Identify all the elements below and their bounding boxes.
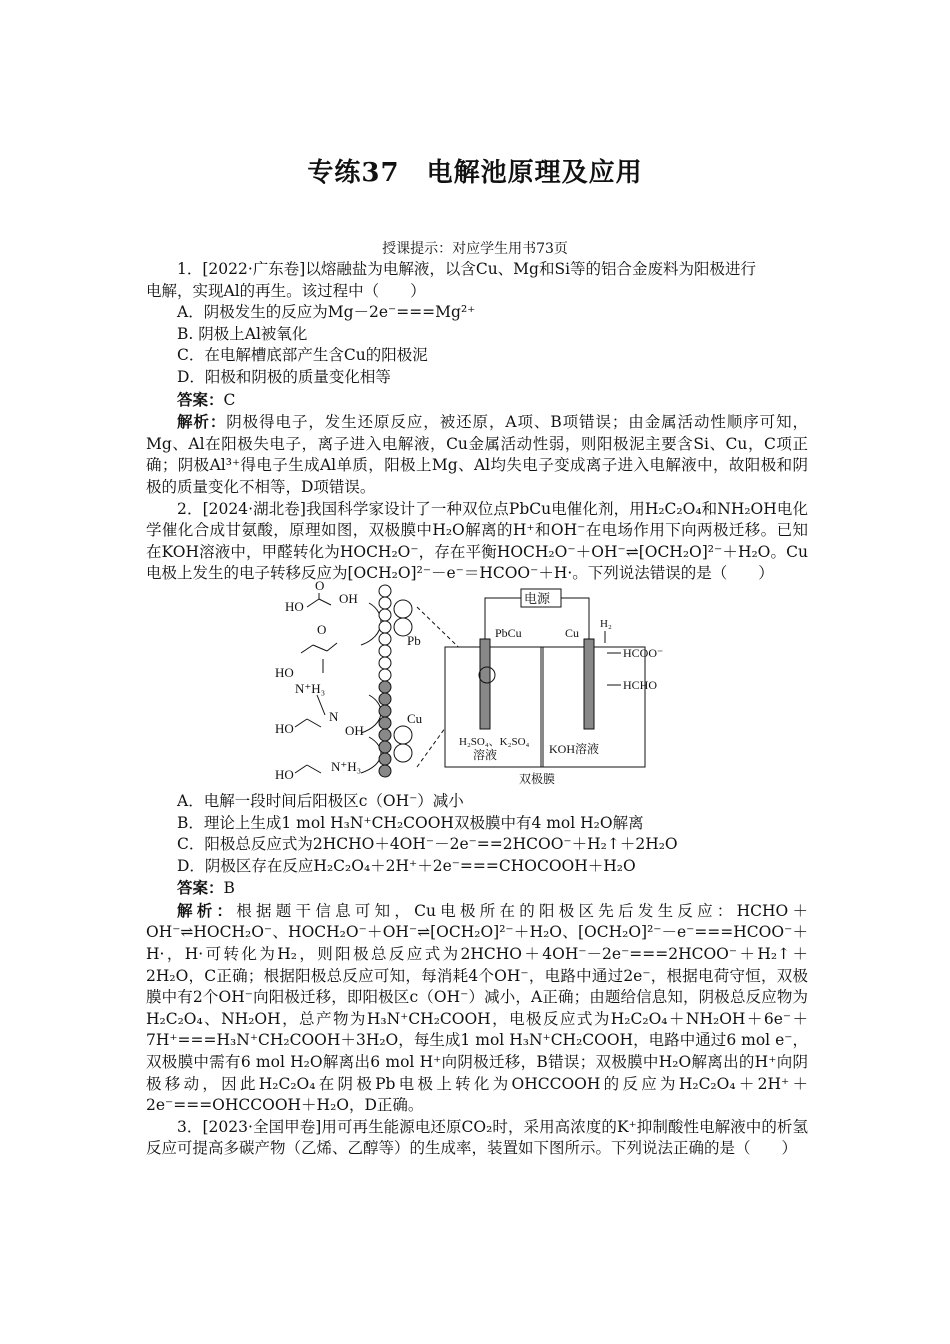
q1-analysis xyxy=(146,411,808,498)
q1-option-a: A．阴极发生的反应为Mg－2e⁻===Mg²⁺ xyxy=(177,303,476,322)
mol-oxalic-o1: O xyxy=(315,577,325,593)
answer-value: C xyxy=(223,390,236,409)
left-solution-1: H₂SO₄、K₂SO₄ xyxy=(459,735,530,748)
q2-option-d: D．阴极区存在反应H₂C₂O₄＋2H⁺＋2e⁻===CHOCOOH＋H₂O xyxy=(177,856,636,875)
answer-value: B xyxy=(223,879,235,898)
lesson-hint: 授课提示：对应学生用书73页 xyxy=(382,241,568,257)
q2-option-a: A．电解一段时间后阳极区c（OH⁻）减小 xyxy=(177,791,464,810)
q2-option-c: C．阳极总反应式为2HCHO＋4OH⁻－2e⁻==2HCOO⁻＋H₂↑＋2H₂O xyxy=(177,835,678,854)
answer-label: 答案： xyxy=(177,389,224,409)
analysis-label: 解析： xyxy=(177,900,237,920)
left-electrode-label: PbCu xyxy=(495,625,522,640)
hcoo-label: HCOO⁻ xyxy=(623,645,664,660)
mol-oxalic-ho: HO xyxy=(285,598,304,614)
label-cu-catalyst: Cu xyxy=(407,710,423,726)
q1-option-d: D．阳极和阴极的质量变化相等 xyxy=(177,367,391,386)
mol-gly-ho: HO xyxy=(275,766,294,782)
mol-glyoxal-o: O xyxy=(317,621,327,637)
mol-oxime-oh: OH xyxy=(345,722,364,738)
q3-stem: 3．[2023·全国甲卷]用可再生能源电还原CO₂时，采用高浓度的K⁺抑制酸性电解液中的析氢反应可提高多碳产物（乙烯、乙醇等）的生成率，装置如下图所示。下列说法正确的是（ ） xyxy=(146,1117,808,1158)
q1-stem-line1: 1．[2022·广东卷]以熔融盐为电解液，以含Cu、Mg和Si等的铝合金废料为阳极进行 xyxy=(177,260,757,278)
content xyxy=(146,259,808,1160)
mol-hydroxylamine-ho: HO xyxy=(275,664,294,680)
electrolysis-diagram xyxy=(275,577,677,787)
h2-label: H₂ xyxy=(600,617,612,630)
label-pb: Pb xyxy=(407,632,421,648)
mol-oxalic-oh: OH xyxy=(339,590,358,606)
right-solution: KOH溶液 xyxy=(549,741,599,756)
mol-gly-nh3: N⁺H₃ xyxy=(331,758,362,774)
hcho-label: HCHO xyxy=(623,677,658,692)
right-electrode-label: Cu xyxy=(565,625,580,640)
q1-option-b: B. 阴极上Al被氧化 xyxy=(177,324,308,343)
left-solution-2: 溶液 xyxy=(473,747,498,762)
answer-label: 答案： xyxy=(177,878,224,898)
analysis-label: 解析： xyxy=(177,412,227,432)
membrane-label: 双极膜 xyxy=(519,771,556,786)
catalyst-column xyxy=(379,585,391,777)
mol-hydroxylamine-nh3: N⁺H₃ xyxy=(295,680,326,696)
q2-option-b: B．理论上生成1 mol H₃N⁺CH₂COOH双极膜中有4 mol H₂O解离 xyxy=(177,813,644,832)
mol-oxime-n: N xyxy=(329,708,339,724)
analysis-text: 根据题干信息可知，Cu电极所在的阳极区先后发生反应：HCHO＋OH⁻⇌HOCH₂O⁻、HOCH₂O⁻＋OH⁻⇌[OCH₂O]²⁻＋H₂O、[OCH₂O]²⁻－e⁻===HCOO⁻＋H·，H·可转化为H₂，则阳极总反应式为2HCHO＋4OH⁻－2e⁻===2HCOO⁻＋H₂↑＋2H₂O，C正确；根据阳极总反应可知，每消耗4个OH⁻，电路中通过2e⁻，根据电荷守恒，双极膜中有2个OH⁻向阳极迁移，即阳极区c（OH⁻）减小，A正确；由题给信息知，阴极总反应物为H₂C₂O₄、NH₂OH，总产物为H₃N⁺CH₂COOH，电极反应式为H₂C₂O₄＋NH₂OH＋6e⁻＋7H⁺===H₃N⁺CH₂COOH＋3H₂O，每生成1 mol H₃N⁺CH₂COOH，电路中通过6 mol e⁻，双极膜中需有6 mol H₂O解离出6 mol H⁺向阴极迁移，B错误；双极膜中H₂O解离出的H⁺向阴极移动，因此H₂C₂O₄在阴极Pb电极上转化为OHCCOOH的反应为H₂C₂O₄＋2H⁺＋2e⁻===OHCCOOH＋H₂O，D正确。 xyxy=(146,901,808,1115)
analysis-text: 阴极得电子，发生还原反应，被还原，A项、B项错误；由金属活动性顺序可知，Mg、Al在阳极失电子，离子进入电解液，Cu金属活动性弱，则阳极泥主要含Si、Cu，C项正确；阴极Al³⁺得电子生成Al单质，阳极上Mg、Al均失电子变成离子进入电解液中，故阳极和阴极的质量变化不相等，D项错误。 xyxy=(146,413,808,496)
right-electrode xyxy=(584,639,594,729)
q2-stem: 2．[2024·湖北卷]我国科学家设计了一种双位点PbCu电催化剂，用H₂C₂O₄和NH₂OH电化学催化合成甘氨酸，原理如图，双极膜中H₂O解离的H⁺和OH⁻在电场作用下向两极迁移。已知在KOH溶液中，甲醛转化为HOCH₂O⁻，存在平衡HOCH₂O⁻＋OH⁻⇌[OCH₂O]²⁻＋H₂O。Cu电极上发生的电子转移反应为[OCH₂O]²⁻－e⁻＝HCOO⁻＋H·。下列说法错误的是（ ） xyxy=(146,499,808,583)
q1-stem-line2: 电解，实现Al的再生。该过程中（ ） xyxy=(146,281,426,300)
q2-analysis xyxy=(146,900,808,1117)
mol-oxime-ho: HO xyxy=(275,720,294,736)
q2-answer xyxy=(146,877,808,900)
page-title: 专练37 电解池原理及应用 xyxy=(307,158,643,188)
left-electrode xyxy=(480,639,490,729)
q1-answer xyxy=(146,389,808,412)
q1-option-c: C．在电解槽底部产生含Cu的阳极泥 xyxy=(177,346,428,365)
power-label: 电源 xyxy=(524,590,551,606)
